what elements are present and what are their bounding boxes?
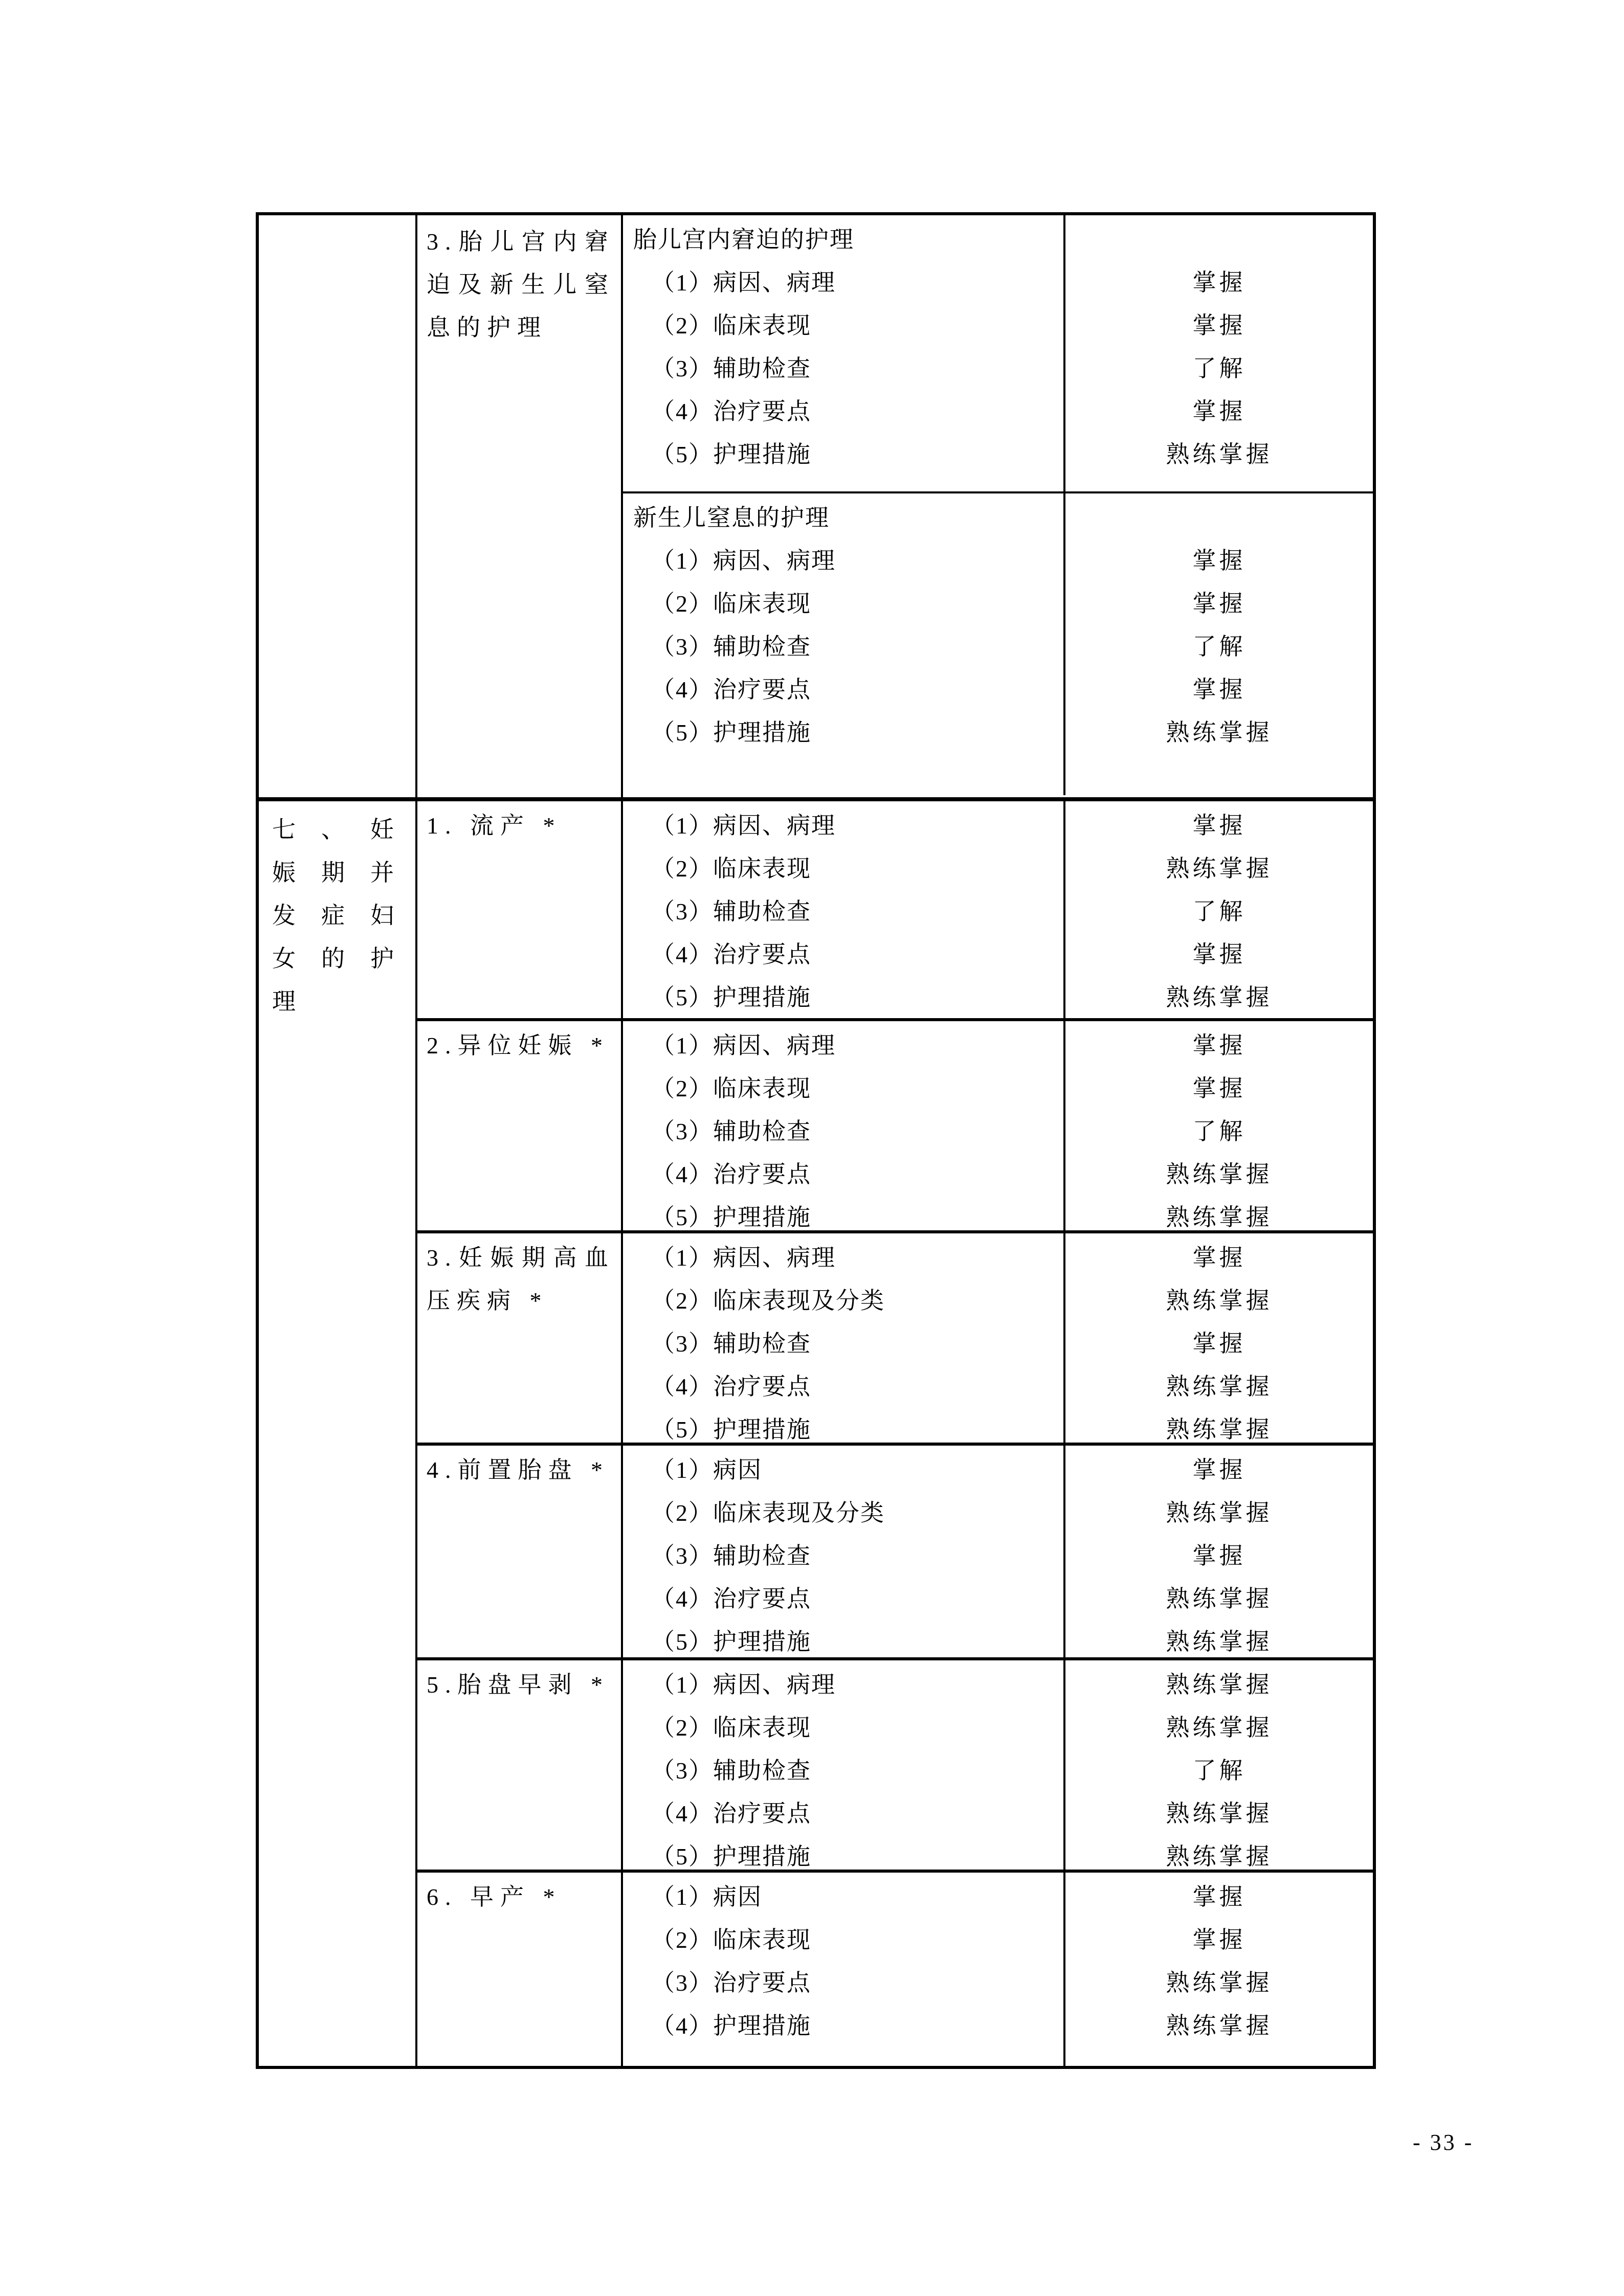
- item-text: （5）护理措施: [651, 1416, 811, 1443]
- item-text: （3）辅助检查: [651, 1331, 811, 1357]
- level-text: 熟练掌握: [1166, 984, 1273, 1010]
- item-text: （4）治疗要点: [651, 1161, 811, 1187]
- topic-cell: [417, 1446, 623, 1663]
- items-cell: [623, 215, 1063, 491]
- level-text: 熟练掌握: [1166, 2013, 1273, 2039]
- level-text: 掌握: [1192, 1032, 1246, 1059]
- topic-cell: [417, 215, 623, 797]
- item-text: （2）临床表现及分类: [651, 1500, 885, 1526]
- section-blocks: [417, 801, 1373, 2066]
- level-text: 熟练掌握: [1166, 719, 1273, 746]
- level-text: 了解: [1192, 1118, 1246, 1144]
- level-text: 掌握: [1192, 548, 1246, 574]
- level-text: 掌握: [1192, 941, 1246, 967]
- levels-cell: [1063, 1660, 1373, 1878]
- item-text: （1）病因: [651, 1884, 762, 1910]
- level-text: 熟练掌握: [1166, 1500, 1273, 1526]
- level-spacer: [1065, 218, 1373, 261]
- section-cell-empty: [259, 215, 417, 797]
- subblocks-area: [623, 215, 1373, 797]
- item-text: （1）病因、病理: [651, 269, 836, 296]
- level-text: 掌握: [1192, 1331, 1246, 1357]
- level-text: 熟练掌握: [1166, 1800, 1273, 1827]
- topic-cell: [417, 1660, 623, 1878]
- level-text: 掌握: [1192, 1075, 1246, 1101]
- item-text: （5）护理措施: [651, 719, 811, 746]
- item-text: （2）临床表现: [651, 312, 811, 339]
- level-text: 了解: [1192, 1758, 1246, 1784]
- level-text: 掌握: [1192, 1927, 1246, 1953]
- levels-cell: [1063, 1446, 1373, 1663]
- item-text: （4）治疗要点: [651, 1586, 811, 1612]
- level-text: 熟练掌握: [1166, 1970, 1273, 1996]
- topic-block: [417, 1660, 1373, 1873]
- topic-block: [417, 1873, 1373, 2066]
- items-cell: [623, 801, 1063, 1019]
- item-text: （3）辅助检查: [651, 355, 811, 381]
- topic-label: 2.异位妊娠 *: [427, 1032, 609, 1059]
- table-row: [259, 215, 1373, 801]
- item-text: （4）护理措施: [651, 2013, 811, 2039]
- item-text: （3）辅助检查: [651, 1543, 811, 1569]
- items-cell: [623, 1021, 1063, 1239]
- subblock: [623, 493, 1373, 795]
- topic-label: 3.妊娠期高血压疾病 *: [427, 1245, 615, 1314]
- item-text: （1）病因、病理: [651, 1245, 836, 1271]
- item-text: （2）临床表现: [651, 1075, 811, 1101]
- level-text: 了解: [1192, 355, 1246, 381]
- topic-cell: [417, 1873, 623, 2066]
- section-cell: [259, 801, 417, 2066]
- level-text: 熟练掌握: [1166, 1161, 1273, 1187]
- level-text: 熟练掌握: [1166, 1843, 1273, 1870]
- item-text: （4）治疗要点: [651, 1800, 811, 1827]
- topic-cell: [417, 801, 623, 1019]
- item-text: （2）临床表现及分类: [651, 1288, 885, 1314]
- item-text: （5）护理措施: [651, 441, 811, 467]
- item-text: （1）病因、病理: [651, 1672, 836, 1698]
- level-text: 掌握: [1192, 1543, 1246, 1569]
- item-text: （4）治疗要点: [651, 398, 811, 424]
- topic-label: 3.胎儿宫内窘迫及新生儿窒息的护理: [427, 229, 615, 341]
- topic-block: [417, 1021, 1373, 1233]
- level-text: 掌握: [1192, 1884, 1246, 1910]
- item-text: （1）病因: [651, 1457, 762, 1483]
- levels-cell: [1063, 1233, 1373, 1451]
- level-text: 熟练掌握: [1166, 441, 1273, 467]
- item-text: （3）辅助检查: [651, 634, 811, 660]
- section-label: 七、妊娠期并发症妇女的护理: [272, 817, 406, 1015]
- topic-cell: [417, 1233, 623, 1451]
- item-text: （1）病因、病理: [651, 1032, 836, 1059]
- level-text: 掌握: [1192, 813, 1246, 839]
- level-text: 掌握: [1192, 1245, 1246, 1271]
- levels-cell: [1063, 1873, 1373, 2066]
- item-text: （5）护理措施: [651, 984, 811, 1010]
- level-text: 掌握: [1192, 398, 1246, 424]
- table-row-section-7: [259, 801, 1373, 2066]
- level-text: 熟练掌握: [1166, 1586, 1273, 1612]
- level-text: 掌握: [1192, 677, 1246, 703]
- level-text: 掌握: [1192, 269, 1246, 296]
- items-cell: [623, 1660, 1063, 1878]
- item-text: （5）护理措施: [651, 1843, 811, 1870]
- item-text: （1）病因、病理: [651, 813, 836, 839]
- levels-cell: [1063, 493, 1373, 795]
- items-cell: [623, 493, 1063, 795]
- item-text: （4）治疗要点: [651, 677, 811, 703]
- level-text: 熟练掌握: [1166, 1204, 1273, 1230]
- level-text: 熟练掌握: [1166, 856, 1273, 882]
- level-text: 熟练掌握: [1166, 1629, 1273, 1655]
- topic-block: [417, 801, 1373, 1021]
- level-spacer: [1065, 497, 1373, 539]
- item-text: （5）护理措施: [651, 1204, 811, 1230]
- item-text: （2）临床表现: [651, 591, 811, 617]
- topic-label: 6. 早产 *: [427, 1884, 562, 1910]
- item-text: （3）辅助检查: [651, 1758, 811, 1784]
- levels-cell: [1063, 801, 1373, 1019]
- item-text: （2）临床表现: [651, 1927, 811, 1953]
- level-text: 掌握: [1192, 312, 1246, 339]
- topic-cell: [417, 1021, 623, 1239]
- topic-block: [417, 1233, 1373, 1446]
- item-text: （1）病因、病理: [651, 548, 836, 574]
- level-text: 掌握: [1192, 591, 1246, 617]
- level-text: 掌握: [1192, 1457, 1246, 1483]
- level-text: 熟练掌握: [1166, 1715, 1273, 1741]
- level-text: 熟练掌握: [1166, 1374, 1273, 1400]
- item-text: （2）临床表现: [651, 1715, 811, 1741]
- level-text: 熟练掌握: [1166, 1672, 1273, 1698]
- level-text: 了解: [1192, 634, 1246, 660]
- level-text: 熟练掌握: [1166, 1416, 1273, 1443]
- level-text: 了解: [1192, 898, 1246, 925]
- item-text: （3）辅助检查: [651, 898, 811, 925]
- item-text: （4）治疗要点: [651, 1374, 811, 1400]
- item-text: （2）临床表现: [651, 856, 811, 882]
- item-text: （3）治疗要点: [651, 1970, 811, 1996]
- topic-label: 4.前置胎盘 *: [427, 1457, 609, 1483]
- item-text: （4）治疗要点: [651, 941, 811, 967]
- topic-block: [417, 1446, 1373, 1660]
- items-cell: [623, 1446, 1063, 1663]
- item-text: （3）辅助检查: [651, 1118, 811, 1144]
- subblock-title: 新生儿窒息的护理: [633, 505, 830, 531]
- subblock-title: 胎儿宫内窘迫的护理: [633, 227, 854, 253]
- levels-cell: [1063, 215, 1373, 491]
- topic-label: 5.胎盘早剥 *: [427, 1672, 609, 1698]
- subblock: [623, 215, 1373, 493]
- items-cell: [623, 1873, 1063, 2066]
- syllabus-table: [256, 212, 1376, 2069]
- level-text: 熟练掌握: [1166, 1288, 1273, 1314]
- item-text: （5）护理措施: [651, 1629, 811, 1655]
- page-number: - 33 -: [1413, 2130, 1474, 2155]
- levels-cell: [1063, 1021, 1373, 1239]
- topic-label: 1. 流产 *: [427, 813, 562, 839]
- items-cell: [623, 1233, 1063, 1451]
